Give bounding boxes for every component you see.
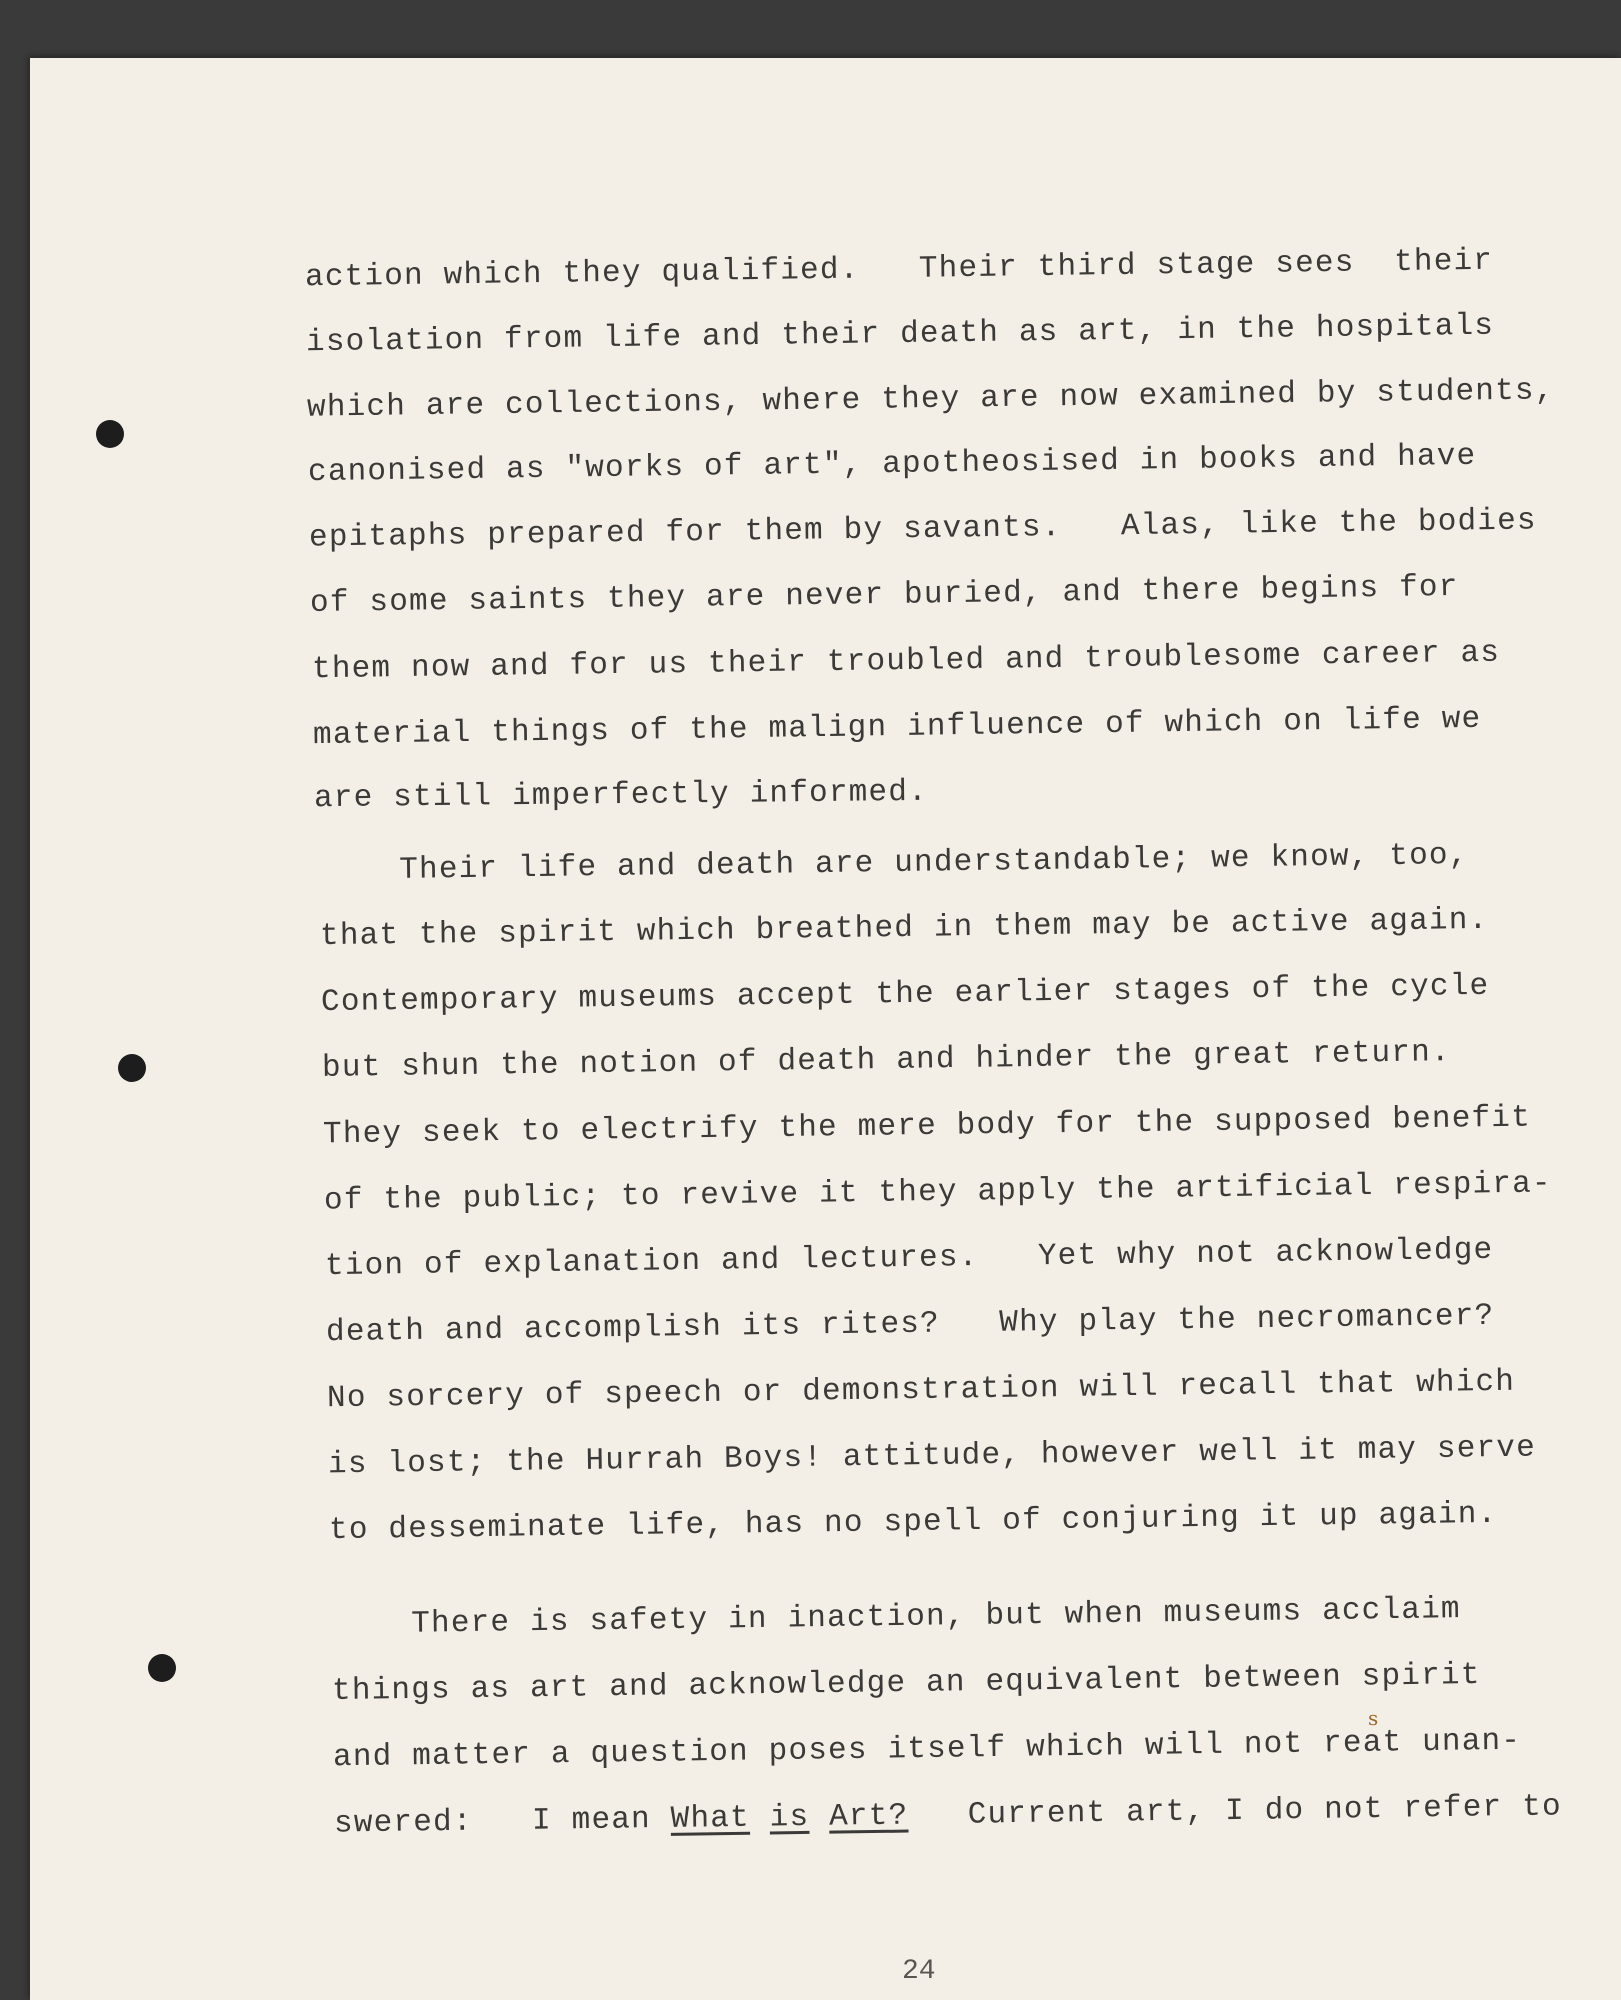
text-line: are still imperfectly informed. — [313, 774, 929, 817]
text-line: and matter a question poses itself which will not reat unan- — [332, 1723, 1522, 1776]
text-line: material things of the malign influence of which on life we — [312, 701, 1482, 754]
text-line: action which they qualified. Their third stage sees their — [304, 243, 1494, 296]
underlined-word: is — [769, 1799, 810, 1836]
text-line: them now and for us their troubled and troublesome career as — [311, 635, 1501, 688]
text-line: is lost; the Hurrah Boys! attitude, however well it may serve — [327, 1430, 1537, 1483]
text-line: isolation from life and their death as art, in the hospitals — [305, 308, 1495, 361]
text-line: of the public; to revive it they apply the artificial respira- — [323, 1166, 1552, 1219]
text-line: to desseminate life, has no spell of conjuring it up again. — [328, 1496, 1498, 1549]
text-line: tion of explanation and lectures. Yet why not acknowledge — [324, 1232, 1494, 1285]
text-line: epitaphs prepared for them by savants. Alas, like the bodies — [308, 503, 1537, 556]
text-line: Their life and death are understandable; we know, too, — [319, 837, 1469, 890]
text-segment — [809, 1800, 829, 1835]
text-line: of some saints they are never buried, and there begins for — [309, 569, 1459, 622]
text-line: Contemporary museums accept the earlier stages of the cycle — [320, 968, 1490, 1021]
text-line-last — [334, 1787, 1562, 1844]
text-line: which are collections, where they are now examined by students, — [306, 373, 1555, 426]
text-line: canonised as "works of art", apotheosised in books and have — [307, 438, 1477, 491]
text-segment — [750, 1800, 770, 1835]
text-line: that the spirit which breathed in them may be active again. — [319, 902, 1489, 955]
handwritten-correction: s — [1368, 1706, 1379, 1730]
text-line: There is safety in inaction, but when museums acclaim — [331, 1592, 1461, 1643]
text-line: things as art and acknowledge an equivalent between spirit — [331, 1657, 1481, 1710]
punch-hole — [118, 1054, 146, 1082]
page-number: 24 — [902, 1956, 936, 1987]
typed-page — [30, 58, 1621, 2000]
text-line: No sorcery of speech or demonstration will recall that which — [326, 1364, 1516, 1417]
punch-hole — [96, 420, 124, 448]
text-segment: swered: I mean — [333, 1801, 671, 1842]
punch-hole — [148, 1654, 176, 1682]
underlined-word: Art? — [828, 1798, 909, 1835]
text-segment: Current art, I do not refer to — [908, 1789, 1563, 1834]
text-line: but shun the notion of death and hinder the great return. — [321, 1035, 1451, 1086]
text-line: death and accomplish its rites? Why play the necromancer? — [325, 1298, 1495, 1351]
underlined-word: What — [670, 1800, 751, 1837]
text-line: They seek to electrify the mere body for the supposed benefit — [322, 1100, 1532, 1153]
